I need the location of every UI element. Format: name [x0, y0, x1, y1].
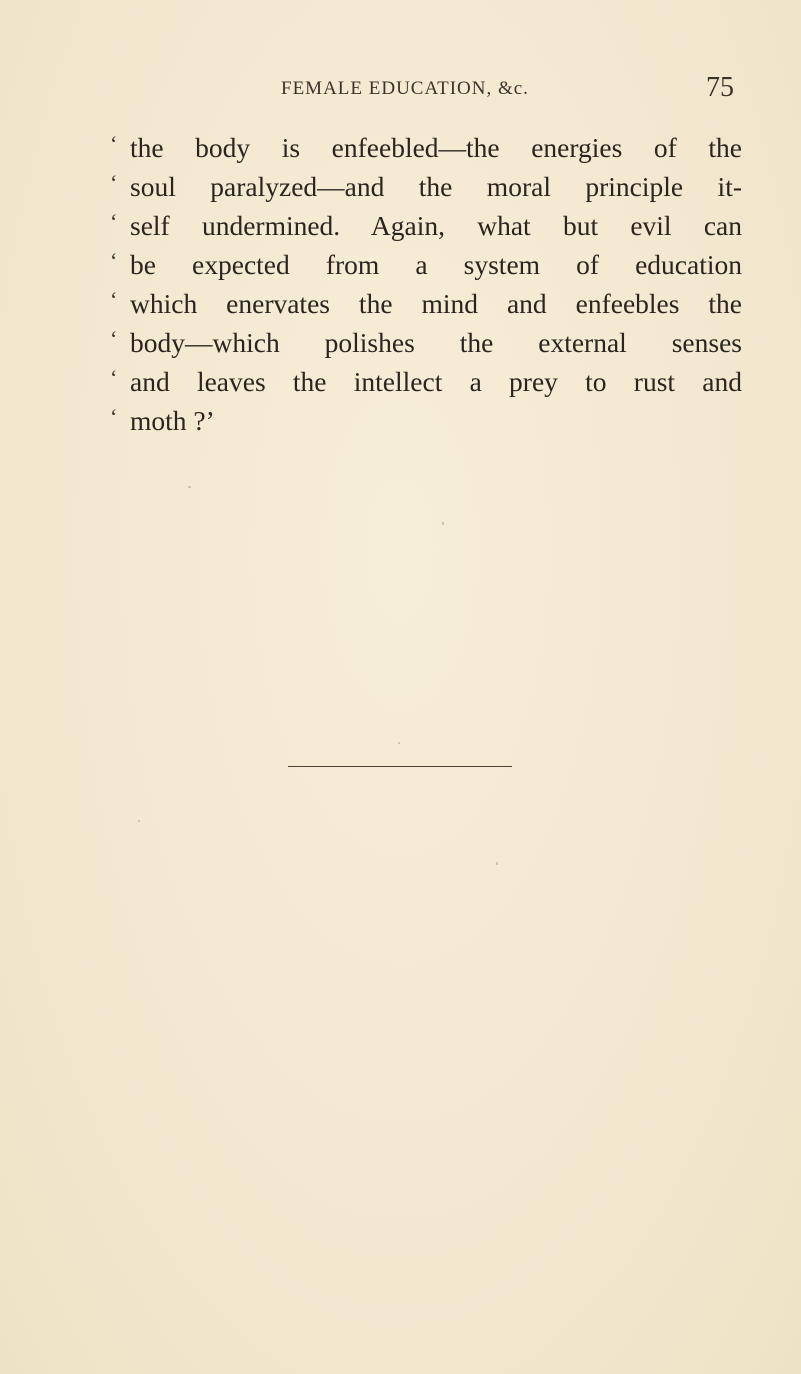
paper-speck	[496, 862, 498, 865]
text-line	[110, 284, 750, 323]
text-line	[110, 401, 750, 440]
line-text: which enervates the mind and enfeebles the	[130, 288, 742, 319]
text-line	[110, 323, 750, 362]
line-text: the body is enfeebled—the energies of the	[130, 132, 742, 163]
line-quote-mark: ‘	[110, 248, 118, 273]
text-line	[110, 362, 750, 401]
paper-speck	[188, 486, 191, 488]
line-text: soul paralyzed—and the moral principle it-	[130, 171, 742, 202]
line-quote-mark: ‘	[110, 287, 118, 312]
text-line	[110, 128, 750, 167]
running-title: FEMALE EDUCATION, &c.	[281, 78, 529, 99]
text-line	[110, 206, 750, 245]
line-text: and leaves the intellect a prey to rust and	[130, 366, 742, 397]
line-quote-mark: ‘	[110, 404, 118, 429]
line-quote-mark: ‘	[110, 326, 118, 351]
line-quote-mark: ‘	[110, 365, 118, 390]
running-head	[0, 72, 801, 108]
line-text: moth ?’	[130, 405, 215, 436]
line-quote-mark: ‘	[110, 170, 118, 195]
closing-rule	[288, 766, 512, 767]
body-paragraph	[110, 128, 750, 440]
line-text: self undermined. Again, what but evil can	[130, 210, 742, 241]
page-number: 75	[706, 72, 734, 103]
line-quote-mark: ‘	[110, 209, 118, 234]
paper-speck	[398, 742, 400, 744]
line-quote-mark: ‘	[110, 131, 118, 156]
line-text: be expected from a system of education	[130, 249, 742, 280]
paper-speck	[138, 820, 140, 822]
paper-speck	[442, 522, 444, 525]
text-line	[110, 167, 750, 206]
line-text: body—which polishes the external senses	[130, 327, 742, 358]
text-line	[110, 245, 750, 284]
